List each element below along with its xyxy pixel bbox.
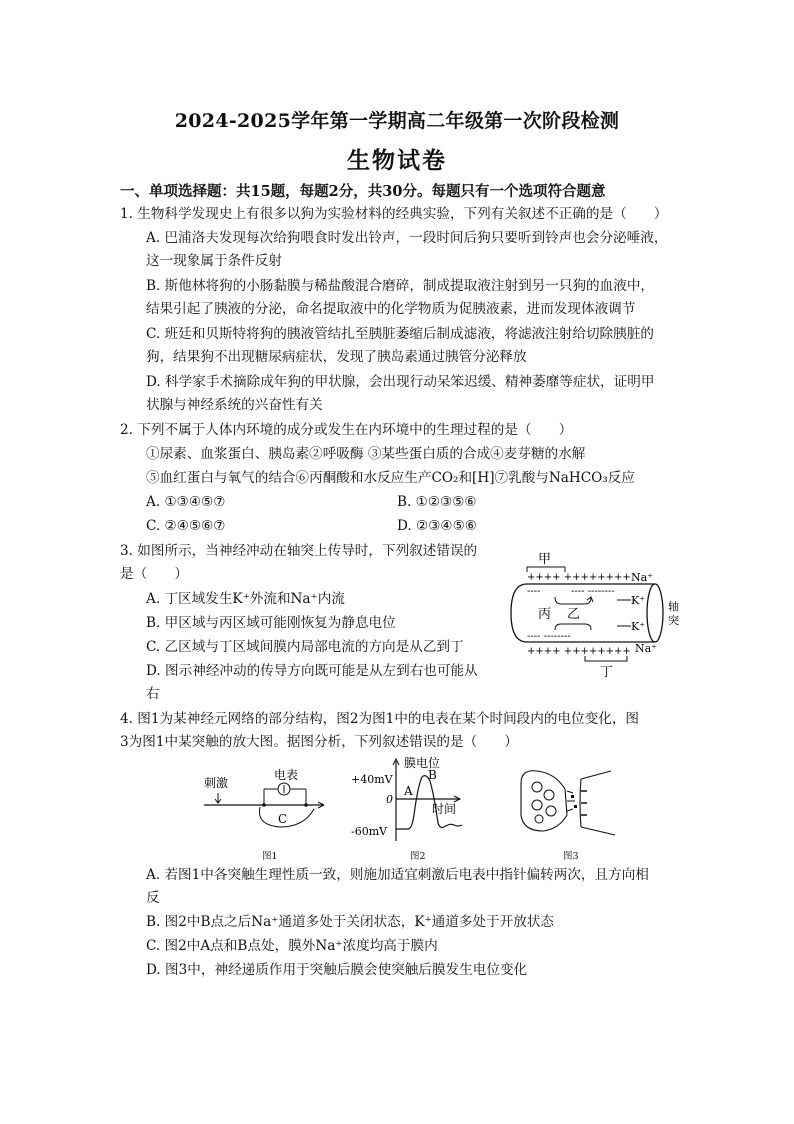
label-stimulus: 刺激 [204, 776, 229, 790]
q4-stem: 4. 图1为某神经元网络的部分结构，图2为图1中的电表在某个时间段内的电位变化，图 [120, 711, 640, 727]
axon-left-end [511, 584, 527, 642]
label-plus40: +40mV [351, 773, 393, 786]
vesicle-5 [535, 815, 543, 823]
label-time: 时间 [432, 802, 457, 816]
vesicle-4 [546, 806, 556, 816]
q4-option-c: C. 图2中A点和B点处，膜外Na⁺浓度均高于膜内 [146, 938, 438, 954]
q1-option-d: D. 科学家手术摘除成年狗的甲状腺，会出现行动呆笨迟缓、精神萎靡等症状，证明甲 [146, 374, 655, 390]
q1-stem: 1. 生物科学发现史上有很多以狗为实验材料的经典实验，下列有关叙述不正确的是（ ） [120, 206, 668, 222]
q1-option-d-cont: 状腺与神经系统的兴奋性有关 [146, 397, 323, 413]
exam-title: 2024-2025学年第一学期高二年级第一次阶段检测 [174, 110, 620, 132]
electrode-1 [262, 803, 266, 807]
postsynaptic-membrane [580, 779, 581, 827]
q3-option-c: C. 乙区域与丁区域间膜内局部电流的方向是从乙到丁 [146, 639, 464, 655]
electrode-2 [304, 803, 308, 807]
inner-bottom-charges: ---- -------- [527, 631, 571, 642]
q2-items-line2: ⑤血红蛋白与氧气的结合⑥丙酮酸和水反应生产CO₂和[H]⑦乳酸与NaHCO₃反应 [146, 470, 635, 486]
label-ding: 丁 [600, 665, 614, 680]
q1-option-b: B. 斯他林将狗的小肠黏膜与稀盐酸混合磨碎，制成提取液注射到另一只狗的血液中， [146, 278, 655, 294]
label-axon-1: 轴 [668, 600, 679, 613]
label-zero: 0 [386, 793, 393, 806]
q2-stem: 2. 下列不属于人体内环境的成分或发生在内环境中的生理过程的是（ ） [120, 422, 573, 438]
meter-wires [264, 789, 306, 805]
q2-option-c: C. ②④⑤⑥⑦ [146, 518, 226, 534]
vesicle-3 [532, 800, 542, 810]
q3-stem-cont: 是（ ） [120, 566, 188, 582]
label-b: B [428, 768, 437, 782]
q3-stem: 3. 如图所示，当神经冲动在轴突上传导时，下列叙述错误的 [120, 543, 478, 559]
vesicle-2 [544, 790, 554, 800]
receptors [581, 791, 587, 815]
vesicle-1 [532, 782, 542, 792]
q1-option-c-cont: 狗，结果狗不出现糖尿病症状，发现了胰岛素通过胰管分泌释放 [146, 349, 527, 365]
q2-option-a: A. ①③④⑤⑦ [146, 494, 226, 510]
q4-option-a-cont: 反 [146, 890, 160, 906]
q2-option-b: B. ①②③⑤⑥ [397, 494, 477, 510]
figure-2-caption: 图2 [410, 851, 426, 862]
label-axon-2: 突 [668, 614, 679, 627]
figure-3-caption: 图3 [563, 851, 579, 862]
figure-2-potential-graph [348, 755, 478, 845]
label-jia: 甲 [538, 552, 552, 567]
current-arrow-bottom [555, 624, 591, 630]
transmitter-dot [571, 795, 574, 798]
q4-option-d: D. 图3中，神经递质作用于突触后膜会使突触后膜发生电位变化 [146, 962, 528, 978]
label-meter: 电表 [274, 768, 299, 782]
figure-1-neuron-network [200, 765, 340, 840]
q1-option-c: C. 班廷和贝斯特将狗的胰液管结扎至胰脏萎缩后制成滤液，将滤液注射给切除胰脏的 [146, 326, 654, 342]
q4-stem-cont: 3为图1中某突触的放大图。据图分析，下列叙述错误的是（ ） [120, 734, 518, 750]
label-na-top: Na⁺ [631, 571, 653, 584]
axon-right-end [647, 584, 663, 642]
label-bing: 丙 [538, 607, 552, 622]
axon-figure [505, 548, 695, 686]
q3-option-a: A. 丁区域发生K⁺外流和Na⁺内流 [146, 591, 345, 607]
label-minus60: -60mV [351, 825, 388, 838]
label-k-top: K⁺ [631, 594, 646, 607]
current-arrow-top [555, 597, 591, 604]
figure-1-caption: 图1 [262, 851, 278, 862]
q3-option-d-cont: 右 [146, 686, 160, 702]
section-heading: 一、单项选择题：共15题，每题2分，共30分。每题只有一个选项符合题意 [120, 183, 606, 200]
q1-option-a: A. 巴浦洛夫发现每次给狗喂食时发出铃声，一段时间后狗只要听到铃声也会分泌唾液， [146, 230, 668, 246]
q3-option-d: D. 图示神经冲动的传导方向既可能是从左到右也可能从 [146, 663, 478, 679]
label-yi: 乙 [567, 607, 581, 622]
q4-option-a: A. 若图1中各突触生理性质一致，则施加适宜刺激后电表中指针偏转两次，且方向相 [146, 867, 649, 883]
q1-option-b-cont: 结果引起了胰液的分泌，命名提取液中的化学物质为促胰液素，进而发现体液调节 [146, 301, 636, 317]
released-transmitter [567, 791, 575, 811]
q4-option-b: B. 图2中B点之后Na⁺通道多处于关闭状态，K⁺通道多处于开放状态 [146, 914, 555, 930]
outer-bottom-charges: ++++ ++++++++ [527, 646, 631, 657]
outer-top-charges: ++++ ++++++++ [527, 572, 631, 583]
presynaptic-terminal [521, 771, 567, 831]
label-na-bottom: Na⁺ [635, 642, 657, 655]
q1-option-a-cont: 这一现象属于条件反射 [146, 253, 282, 269]
label-k-bottom: K⁺ [631, 620, 646, 633]
label-a: A [404, 784, 413, 798]
figure-3-synapse [515, 765, 625, 840]
inner-top-minus: ---- [527, 586, 541, 597]
q2-option-d: D. ②③④⑤⑥ [397, 518, 477, 534]
label-c: C [278, 812, 288, 826]
transmitter-dot [574, 805, 577, 808]
subject-title: 生物试卷 [347, 147, 447, 174]
inner-top-minus-2: ---- -------- [571, 586, 615, 597]
label-y: 膜电位 [404, 756, 441, 770]
q2-items-line1: ①尿素、血浆蛋白、胰岛素②呼吸酶 ③某些蛋白质的合成④麦芽糖的水解 [146, 446, 586, 462]
q3-option-b: B. 甲区域与丙区域可能刚恢复为静息电位 [146, 615, 396, 631]
